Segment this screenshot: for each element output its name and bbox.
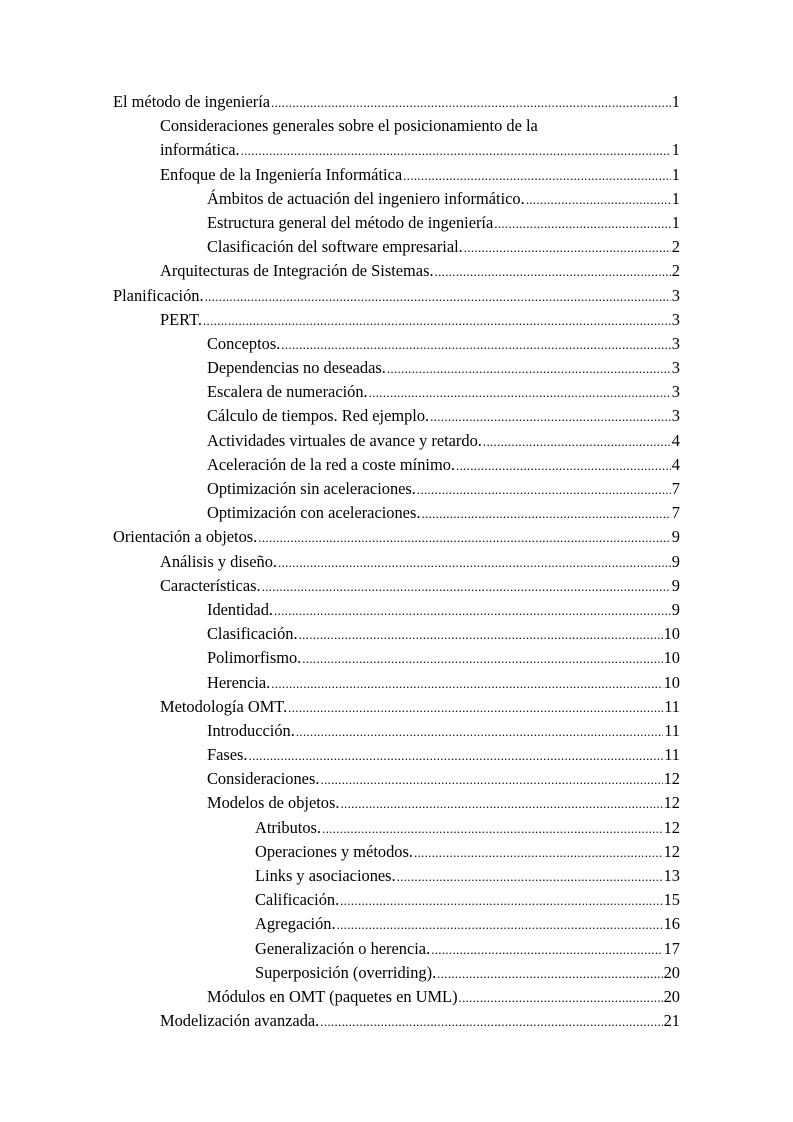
toc-entry-page-number: 3 [671, 358, 680, 378]
toc-entry-title: Análisis y diseño. [160, 551, 278, 571]
toc-entry-page-number: 12 [663, 841, 680, 861]
dot-leader [281, 333, 671, 357]
toc-entry-page-number: 9 [671, 599, 680, 619]
toc-entry[interactable] [0, 259, 793, 283]
toc-entry-page-number: 1 [671, 188, 680, 208]
toc-entry-title: Clasificación del software empresarial. [207, 237, 463, 257]
toc-entry-title: Enfoque de la Ingeniería Informática [160, 164, 403, 184]
dot-leader [431, 938, 662, 962]
toc-entry-page-number: 7 [671, 503, 680, 523]
toc-entry[interactable] [0, 380, 793, 404]
toc-entry[interactable] [0, 114, 793, 162]
toc-entry-title: Cálculo de tiempos. Red ejemplo. [207, 406, 430, 426]
toc-entry[interactable] [0, 961, 793, 985]
toc-entry-page-number: 12 [663, 769, 680, 789]
dot-leader [340, 889, 662, 913]
toc-entry[interactable] [0, 163, 793, 187]
toc-entry-title: Optimización con aceleraciones. [207, 503, 421, 523]
dot-leader [340, 792, 662, 816]
toc-entry-title: Módulos en OMT (paquetes en UML) [207, 986, 458, 1006]
toc-entry[interactable] [0, 985, 793, 1009]
dot-leader [249, 744, 664, 768]
toc-entry-title: Escalera de numeración. [207, 382, 368, 402]
toc-entry-page-number: 1 [671, 140, 680, 160]
toc-entry-title: Modelización avanzada. [160, 1011, 320, 1031]
toc-entry-page-number: 9 [671, 575, 680, 595]
dot-leader [526, 188, 671, 212]
toc-entry[interactable] [0, 332, 793, 356]
toc-entry-page-number: 1 [671, 164, 680, 184]
dot-leader [456, 454, 671, 478]
toc-entry-title: Ámbitos de actuación del ingeniero informático. [207, 188, 525, 208]
dot-leader [205, 285, 671, 309]
toc-entry-title: Clasificación. [207, 624, 298, 644]
toc-entry-title: El método de ingeniería [113, 92, 271, 111]
toc-entry[interactable] [0, 525, 793, 549]
toc-entry[interactable] [0, 550, 793, 574]
toc-entry-page-number: 3 [671, 309, 680, 329]
toc-entry-title: Consideraciones generales sobre el posicionamiento de la [160, 116, 538, 136]
dot-leader [302, 647, 662, 671]
toc-entry-title: Dependencias no deseadas. [207, 358, 386, 378]
dot-leader [322, 817, 663, 841]
toc-entry-title: Estructura general del método de ingeniería [207, 212, 494, 232]
toc-entry-page-number: 13 [663, 866, 680, 886]
toc-entry-page-number: 3 [671, 285, 680, 305]
toc-entry-page-number: 11 [664, 696, 680, 716]
toc-entry-page-number: 15 [663, 890, 680, 910]
toc-entry-title: Superposición (overriding). [255, 962, 437, 982]
toc-entry-title: Planificación. [113, 285, 204, 305]
toc-entry[interactable] [0, 671, 793, 695]
toc-entry-page-number: 11 [664, 745, 680, 765]
toc-entry-title: Links y asociaciones. [255, 866, 396, 886]
toc-entry[interactable] [0, 912, 793, 936]
toc-entry[interactable] [0, 816, 793, 840]
toc-entry-page-number: 20 [663, 962, 680, 982]
dot-leader [369, 381, 671, 405]
dot-leader [274, 599, 671, 623]
toc-entry-title: Calificación. [255, 890, 340, 910]
toc-entry[interactable] [0, 187, 793, 211]
dot-leader [320, 768, 662, 792]
dot-leader [271, 672, 662, 696]
toc-entry[interactable] [0, 791, 793, 815]
toc-entry[interactable] [0, 695, 793, 719]
dot-leader [241, 139, 671, 163]
toc-entry[interactable] [0, 646, 793, 670]
toc-entry-page-number: 3 [671, 333, 680, 353]
toc-entry-page-number: 10 [663, 624, 680, 644]
toc-entry[interactable] [0, 501, 793, 525]
toc-entry-title: Herencia. [207, 672, 271, 692]
toc-entry-title: Aceleración de la red a coste mínimo. [207, 454, 456, 474]
toc-entry-title: Generalización o herencia. [255, 938, 431, 958]
toc-entry[interactable] [0, 477, 793, 501]
toc-entry-page-number: 2 [671, 261, 680, 281]
toc-entry-page-number: 11 [664, 720, 680, 740]
dot-leader [421, 502, 670, 526]
toc-entry[interactable] [0, 429, 793, 453]
toc-entry-page-number: 3 [671, 382, 680, 402]
dot-leader [397, 865, 663, 889]
dot-leader [288, 696, 663, 720]
toc-entry-page-number: 3 [671, 406, 680, 426]
toc-entry[interactable] [0, 888, 793, 912]
toc-entry-title: Consideraciones. [207, 769, 320, 789]
dot-leader [258, 526, 671, 550]
toc-entry-page-number: 16 [663, 914, 680, 934]
toc-entry[interactable] [0, 937, 793, 961]
dot-leader [403, 164, 671, 188]
dot-leader [494, 212, 671, 236]
toc-entry-page-number: 1 [671, 92, 680, 111]
table-of-contents [0, 90, 793, 1033]
toc-entry-title: Metodología OMT. [160, 696, 288, 716]
toc-entry-page-number: 1 [671, 212, 680, 232]
toc-entry[interactable] [0, 840, 793, 864]
toc-entry-page-number: 4 [671, 430, 680, 450]
dot-leader [417, 478, 671, 502]
toc-entry-title: Introducción. [207, 720, 295, 740]
toc-entry[interactable] [0, 719, 793, 743]
toc-entry[interactable] [0, 453, 793, 477]
toc-entry-title-continued: informática. [160, 140, 240, 160]
toc-entry[interactable] [0, 356, 793, 380]
toc-entry-title: Optimización sin aceleraciones. [207, 479, 416, 499]
dot-leader [296, 720, 663, 744]
toc-entry-title: Atributos. [255, 817, 322, 837]
toc-entry[interactable] [0, 284, 793, 308]
toc-entry[interactable] [0, 743, 793, 767]
toc-entry-page-number: 4 [671, 454, 680, 474]
toc-entry-title: Orientación a objetos. [113, 527, 258, 547]
toc-entry-page-number: 10 [663, 648, 680, 668]
toc-entry-page-number: 7 [671, 479, 680, 499]
dot-leader [337, 913, 663, 937]
dot-leader [271, 91, 671, 115]
toc-entry[interactable] [0, 598, 793, 622]
toc-entry-page-number: 2 [671, 237, 680, 257]
dot-leader [483, 430, 671, 454]
dot-leader [459, 986, 663, 1010]
dot-leader [278, 551, 671, 575]
toc-entry-title: Características. [160, 575, 261, 595]
toc-entry-page-number: 12 [663, 793, 680, 813]
toc-entry-page-number: 20 [663, 986, 680, 1006]
toc-entry-title: Fases. [207, 745, 248, 765]
toc-entry[interactable] [0, 211, 793, 235]
dot-leader [299, 623, 663, 647]
toc-entry-title: Polimorfismo. [207, 648, 302, 668]
toc-entry-title: Arquitecturas de Integración de Sistemas. [160, 261, 434, 281]
toc-entry-page-number: 9 [671, 527, 680, 547]
toc-entry-page-number: 17 [663, 938, 680, 958]
toc-entry-title: Operaciones y métodos. [255, 841, 413, 861]
toc-entry[interactable] [0, 622, 793, 646]
toc-entry-title: Identidad. [207, 599, 273, 619]
toc-entry-title: PERT. [160, 309, 202, 329]
toc-entry[interactable] [0, 1009, 793, 1033]
toc-entry-title: Agregación. [255, 914, 336, 934]
dot-leader [464, 236, 671, 260]
toc-entry[interactable] [0, 404, 793, 428]
dot-leader [203, 309, 671, 333]
toc-entry[interactable] [0, 90, 793, 114]
toc-entry-title: Actividades virtuales de avance y retardo. [207, 430, 482, 450]
dot-leader [430, 405, 671, 429]
toc-entry-page-number: 21 [663, 1011, 680, 1031]
toc-entry-page-number: 10 [663, 672, 680, 692]
dot-leader [387, 357, 671, 381]
dot-leader [320, 1010, 662, 1034]
toc-entry-title: Conceptos. [207, 333, 281, 353]
dot-leader [437, 962, 662, 986]
dot-leader [262, 575, 671, 599]
toc-entry[interactable] [0, 767, 793, 791]
toc-entry[interactable] [0, 864, 793, 888]
toc-entry-title: Modelos de objetos. [207, 793, 340, 813]
toc-entry[interactable] [0, 574, 793, 598]
toc-entry-page-number: 12 [663, 817, 680, 837]
dot-leader [414, 841, 663, 865]
toc-entry-page-number: 9 [671, 551, 680, 571]
dot-leader [435, 260, 671, 284]
toc-entry[interactable] [0, 308, 793, 332]
toc-entry[interactable] [0, 235, 793, 259]
